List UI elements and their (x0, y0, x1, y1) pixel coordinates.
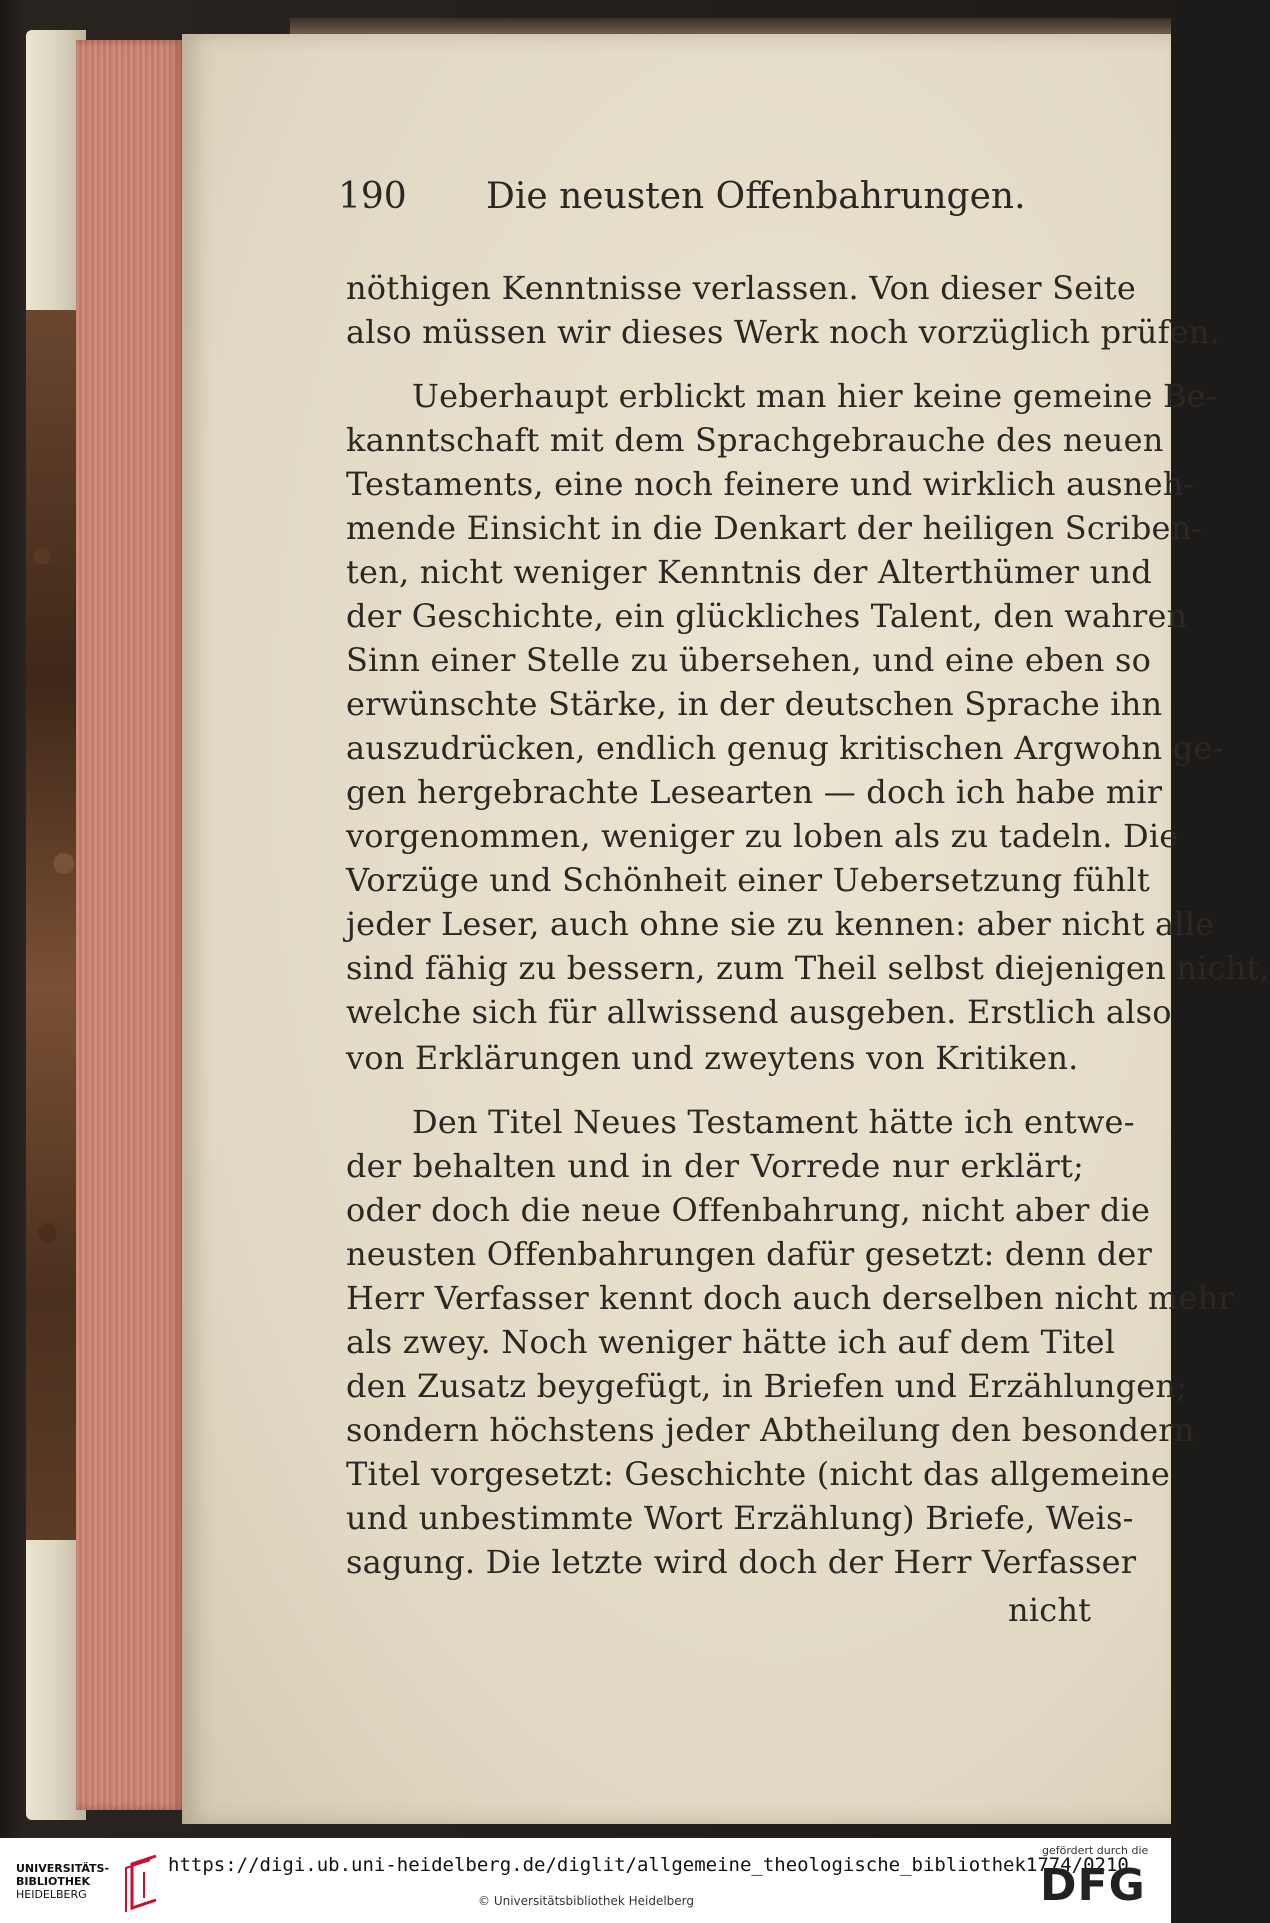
text-line: Herr Verfasser kennt doch auch derselben nicht mehr (346, 1279, 1234, 1317)
text-line: der behalten und in der Vorrede nur erklärt; (346, 1147, 1084, 1185)
text-line: auszudrücken, endlich genug kritischen Argwohn ge- (346, 729, 1224, 767)
paragraph-start-line: Ueberhaupt erblickt man hier keine gemeine Be- (412, 377, 1217, 415)
paragraph-start-line: Den Titel Neues Testament hätte ich entwe- (412, 1103, 1135, 1141)
library-name-line: BIBLIOTHEK (16, 1875, 91, 1888)
text-line: kanntschaft mit dem Sprachgebrauche des neuen (346, 421, 1164, 459)
text-line: den Zusatz beygefügt, in Briefen und Erzählungen; (346, 1367, 1188, 1405)
page-number: 190 (338, 176, 407, 217)
text-line: jeder Leser, auch ohne sie zu kennen: aber nicht alle (346, 905, 1215, 943)
library-name (16, 1862, 116, 1901)
copyright-notice: © Universitätsbibliothek Heidelberg (478, 1894, 695, 1908)
text-line: also müssen wir dieses Werk noch vorzüglich prüfen. (346, 313, 1220, 351)
text-line: nöthigen Kenntnisse verlassen. Von dieser Seite (346, 269, 1136, 307)
text-line: und unbestimmte Wort Erzählung) Briefe, Weis- (346, 1499, 1134, 1537)
catchword: nicht (1008, 1591, 1092, 1629)
text-line: oder doch die neue Offenbahrung, nicht aber die (346, 1191, 1151, 1229)
running-head (338, 176, 1026, 226)
text-line: Vorzüge und Schönheit einer Uebersetzung fühlt (346, 861, 1150, 899)
text-line: gen hergebrachte Lesearten — doch ich habe mir (346, 773, 1163, 811)
text-line: als zwey. Noch weniger hätte ich auf dem Titel (346, 1323, 1116, 1361)
text-line: Sinn einer Stelle zu übersehen, und eine eben so (346, 641, 1152, 679)
text-line: Titel vorgesetzt: Geschichte (nicht das allgemeine (346, 1455, 1170, 1493)
text-line: der Geschichte, ein glückliches Talent, den wahren (346, 597, 1188, 635)
library-name-line: HEIDELBERG (16, 1888, 87, 1901)
funding-note: gefördert durch die (1042, 1844, 1149, 1857)
text-line: mende Einsicht in die Denkart der heiligen Scriben- (346, 509, 1203, 547)
page-edges (76, 40, 184, 1810)
text-line: sondern höchstens jeder Abtheilung den besondern (346, 1411, 1195, 1449)
library-name-line: UNIVERSITÄTS- (16, 1862, 110, 1875)
dfg-logo: DFG (1040, 1860, 1146, 1911)
marbled-cover (26, 310, 80, 1540)
text-line: welche sich für allwissend ausgeben. Erstlich also (346, 993, 1172, 1031)
text-line: neusten Offenbahrungen dafür gesetzt: denn der (346, 1235, 1153, 1273)
running-title: Die neusten Offenbahrungen. (486, 176, 1026, 217)
text-line: von Erklärungen und zweytens von Kritiken. (346, 1039, 1079, 1077)
library-logo-icon (116, 1850, 164, 1914)
text-line: sagung. Die letzte wird doch der Herr Verfasser (346, 1543, 1137, 1581)
footer-bar (0, 1838, 1171, 1923)
permalink-url[interactable]: https://digi.ub.uni-heidelberg.de/diglit/allgemeine_theologische_bibliothek1774/0210 (168, 1854, 1129, 1876)
text-line: ten, nicht weniger Kenntnis der Alterthümer und (346, 553, 1152, 591)
text-line: erwünschte Stärke, in der deutschen Sprache ihn (346, 685, 1163, 723)
text-line: vorgenommen, weniger zu loben als zu tadeln. Die (346, 817, 1179, 855)
text-line: sind fähig zu bessern, zum Theil selbst diejenigen nicht, (346, 949, 1270, 987)
text-line: Testaments, eine noch feinere und wirklich ausneh- (346, 465, 1195, 503)
